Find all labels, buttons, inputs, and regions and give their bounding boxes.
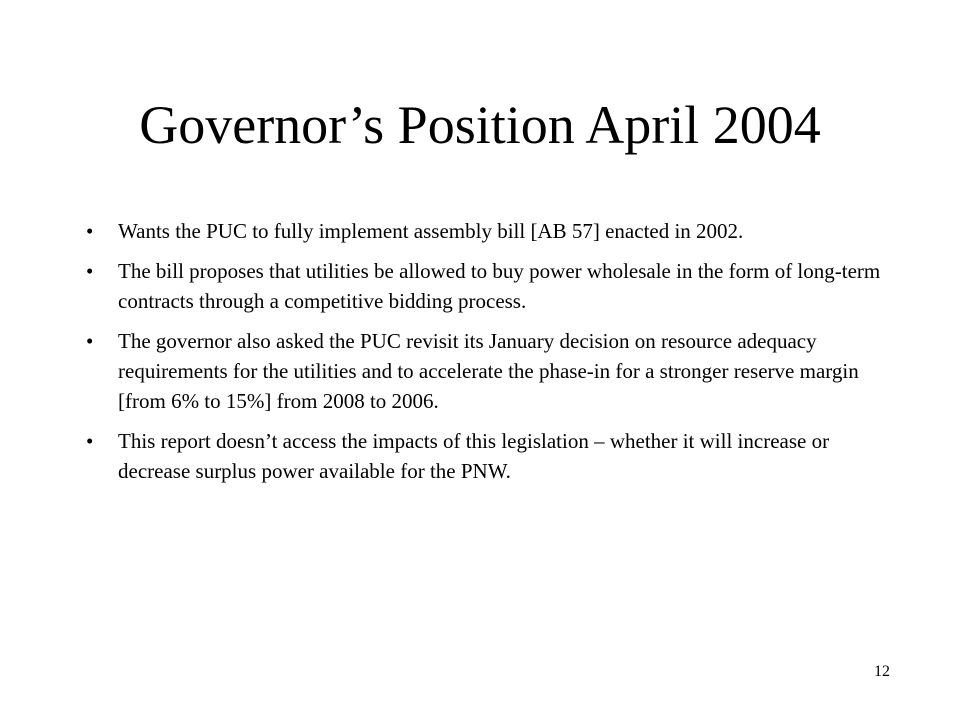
bullet-marker: •	[86, 329, 94, 353]
bullet-text: The governor also asked the PUC revisit its January decision on resource adequacy requirements for the utilities and to accelerate the phase-in for a stronger reserve margin [from 6% to 15%] from 2008 to 2006.	[118, 329, 859, 413]
page-number: 12	[874, 663, 890, 680]
bullet-item	[86, 256, 886, 316]
bullet-marker: •	[86, 429, 94, 453]
slide-title: Governor’s Position April 2004	[139, 95, 821, 155]
bullet-text: The bill proposes that utilities be allowed to buy power wholesale in the form of long-term contracts through a competitive bidding process.	[118, 259, 881, 313]
bullet-text: This report doesn’t access the impacts of this legislation – whether it will increase or decrease surplus power available for the PNW.	[118, 429, 830, 483]
bullet-item	[86, 326, 886, 416]
bullet-item	[86, 426, 886, 486]
bullet-text: Wants the PUC to fully implement assembly bill [AB 57] enacted in 2002.	[118, 219, 744, 243]
bullet-marker: •	[86, 219, 94, 243]
bullet-list	[86, 216, 886, 496]
bullet-item	[86, 216, 886, 246]
bullet-marker: •	[86, 259, 94, 283]
